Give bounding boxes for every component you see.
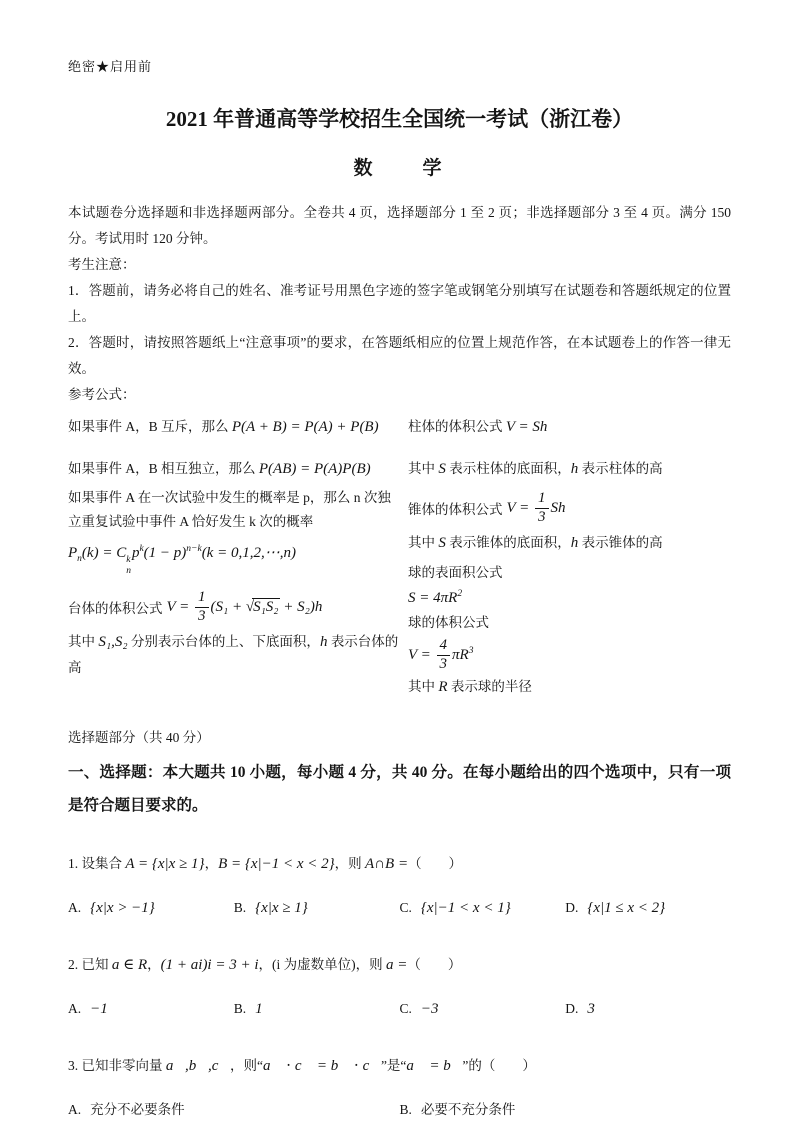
binom-sub-n: n [77,554,82,564]
notice-item-1: 1．答题前，请务必将自己的姓名、准考证号用黑色字迹的签字笔或钢笔分别填写在试题卷和答题纸规定的位置上。 [68,283,731,324]
binom-p: p [131,545,140,561]
notice-item-2: 2．答题时，请按照答题纸上“注意事项”的要求，在答题纸相应的位置上规范作答，在本试题卷上的作答一律无效。 [68,335,731,376]
cone-frac-den: 3 [535,508,549,526]
option [68,1095,400,1122]
q1-part-6: （ ） [408,856,463,871]
option [234,994,400,1024]
question-3-options [68,1095,731,1122]
q2-part-5: a = [386,957,408,973]
option [234,893,400,923]
subject-title: 数 学 [353,158,446,179]
formula-cylinder-volume [408,414,731,440]
q3-part-4: ”是“ [380,1058,407,1073]
formula-mutually-exclusive [68,414,402,440]
q3-part-1: a⃗,b⃗,c⃗ [165,1058,231,1074]
cone-note-3: h [570,535,579,551]
binom-paren-sup: n−k [186,544,202,554]
formula-cylinder-note [408,456,731,482]
option-text: −1 [90,1001,108,1017]
q1-part-4: ，则 [334,856,366,871]
binom-paren: (1 − p) [143,545,187,561]
binom-p-sup: k [139,544,144,554]
sphere-surface-sup: 2 [457,589,463,599]
question-2 [68,949,731,1024]
frustum-close: + S₂)h [279,599,323,616]
cone-Sh: Sh [550,500,566,517]
radical-body: S₁S₂ [253,599,279,616]
option-label: B. [233,1001,247,1016]
option-text: 1 [255,1001,263,1017]
intro-paragraph: 本试题卷分选择题和非选择题两部分。全卷共 4 页，选择题部分 1 至 2 页；非选择题部分 3 至 4 页。满分 150 分。考试用时 120 分钟。 [68,205,731,246]
sphere-surface-label: 球的表面积公式 [408,565,503,580]
formula-sphere-surface [408,586,731,610]
formula-mutex-text: 如果事件 A，B 互斥，那么 [68,419,229,434]
formula-indep-math: P(AB) = P(A)P(B) [258,461,371,477]
option-text: {x|−1 < x < 1} [420,900,511,916]
sphere-note-2: 表示球的半径 [447,679,532,694]
question-2-stem [68,949,731,981]
cylinder-math: V = Sh [505,419,548,435]
option-label: B. [233,900,247,915]
q3-part-3: a⃗ ⋅ c⃗ = b⃗ ⋅ c⃗ [263,1058,381,1074]
sphere-volume-fraction [437,637,451,673]
part-label: 选择题部分（共 40 分） [68,730,210,745]
option-label: D. [565,900,579,915]
option-label: B. [399,1102,412,1117]
option [68,893,234,923]
q2-part-4: ，(i 为虚数单位)，则 [258,957,387,972]
sphere-volume-math [408,637,473,673]
sphere-volume-piR: πR [452,647,469,664]
cylinder-note-2: 表示柱体的底面积， [445,461,571,476]
question-3 [68,1050,731,1122]
cylinder-note-3: h [570,461,579,477]
formula-binomial-text: 如果事件 A 在一次试验中发生的概率是 p，那么 n 次独立重复试验中事件 A 恰好发生 k 次的概率 [68,490,391,529]
frustum-note-2: 分别表示台体的上、下底面积， [127,634,320,650]
radical-sign: √ [245,599,255,616]
formula-mutex-math: P(A + B) = P(A) + P(B) [231,419,379,435]
question-1-stem [68,848,731,880]
option [400,893,566,923]
option-label: A. [68,1102,82,1117]
option-text: −3 [420,1001,439,1017]
q2-part-6: （ ） [407,957,462,972]
formula-indep-text: 如果事件 A，B 相互独立，那么 [68,461,256,476]
option-label: C. [399,1001,412,1016]
sphere-volume-label: 球的体积公式 [408,615,489,630]
cylinder-label: 柱体的体积公式 [408,419,503,434]
option-text: {x|x > −1} [90,900,155,916]
cone-note-2: 表示锥体的底面积， [445,535,571,550]
option-label: A. [68,1001,82,1016]
option-text: {x|x ≥ 1} [255,900,308,916]
option [400,1095,732,1122]
option-text: 必要不充分条件 [420,1102,516,1117]
cone-fraction [535,490,549,526]
binom-eq-C: (k) = C [81,545,127,561]
frustum-label: 台体的体积公式 [68,601,163,617]
option-text: 3 [587,1001,595,1017]
question-3-stem [68,1050,731,1082]
frustum-note-4: 表示台体的高 [68,634,399,676]
binom-C-sup: k [126,555,131,566]
formula-sphere-volume [408,636,731,674]
option-text: {x|1 ≤ x < 2} [587,900,666,916]
notice-title: 考生注意： [68,257,136,272]
formula-frustum-note [68,629,402,681]
q3-part-0: 3. 已知非零向量 [68,1058,166,1073]
sphere-volume-V: V = [408,647,435,664]
option [68,994,234,1024]
frustum-fraction [195,589,209,625]
binom-P: P [68,545,78,561]
frustum-math [167,589,323,625]
q1-part-5: A∩B = [365,856,409,872]
frustum-note-1: S₁,S₂ [98,634,128,651]
binomial-math [68,544,296,577]
cone-note-0: 其中 [408,535,439,550]
cylinder-note-0: 其中 [408,461,439,476]
option [400,994,566,1024]
sphere-surface-base: S = 4πR [408,590,458,606]
question-1-options [68,893,731,923]
section-header: 一、选择题：本大题共 10 小题，每小题 4 分，共 40 分。在每小题给出的四个选项中，只有一项是符合题目要求的。 [68,764,731,814]
cone-frac-num: 1 [538,490,546,507]
sphere-volume-num: 4 [439,637,448,654]
sphere-note-1: R [438,679,448,695]
binom-C-sub: n [126,566,131,577]
sphere-volume-den: 3 [437,655,451,673]
binom-range: (k = 0,1,2,⋯,n) [201,545,296,561]
cone-note-1: S [438,535,446,551]
formula-independent [68,456,402,482]
sphere-note-0: 其中 [408,679,439,694]
binom-C-supsub [126,555,131,577]
frustum-frac-num: 1 [198,589,206,606]
q2-part-0: 2. 已知 [68,957,112,972]
frustum-frac-den: 3 [195,607,209,625]
q2-part-2: ， [147,957,161,972]
reference-formulas-title: 参考公式： [68,387,136,402]
formula-binomial [68,540,402,577]
option-label: C. [399,900,412,915]
formula-cone-volume [408,490,731,526]
q3-part-6: ”的（ ） [462,1058,536,1073]
q3-part-2: ，则“ [230,1058,264,1073]
formulas-left-column [68,414,402,700]
q2-part-3: (1 + ai)i = 3 + i [160,957,259,973]
formula-frustum-volume [68,589,402,625]
sphere-volume-sup: 3 [468,646,474,657]
cone-V: V = [506,500,534,517]
preamble [68,200,731,408]
question-1 [68,848,731,923]
option [565,893,731,923]
cylinder-note-4: 表示柱体的高 [578,461,663,476]
q2-part-1: a ∈ R [111,957,148,973]
question-2-options [68,994,731,1024]
formula-cone-note [408,530,731,556]
reference-formulas-section [68,414,731,700]
q1-part-0: 1. 设集合 [68,856,126,871]
cone-label: 锥体的体积公式 [408,502,503,517]
option-text: 充分不必要条件 [90,1102,185,1117]
cone-note-4: 表示锥体的高 [578,535,663,550]
frustum-open: (S₁ + [210,599,246,616]
formulas-right-column [408,414,731,700]
option [565,994,731,1024]
q1-part-3: B = {x|−1 < x < 2} [218,856,335,872]
q1-part-1: A = {x|x ≥ 1} [125,856,205,872]
frustum-note-0: 其中 [68,634,99,650]
sphere-surface-math [408,590,462,606]
option-label: D. [565,1001,579,1016]
cone-math [507,490,566,526]
exam-title: 2021 年普通高等学校招生全国统一考试（浙江卷） [165,107,634,131]
q3-part-5: a⃗ = b⃗ [406,1058,463,1074]
cylinder-note-1: S [438,461,446,477]
option-label: A. [68,900,82,915]
frustum-V: V = [166,599,194,616]
frustum-note-3: h [319,634,328,651]
q1-part-2: ， [204,856,219,871]
formula-sphere-note [408,674,731,700]
classification-label: 绝密★启用前 [68,59,153,74]
